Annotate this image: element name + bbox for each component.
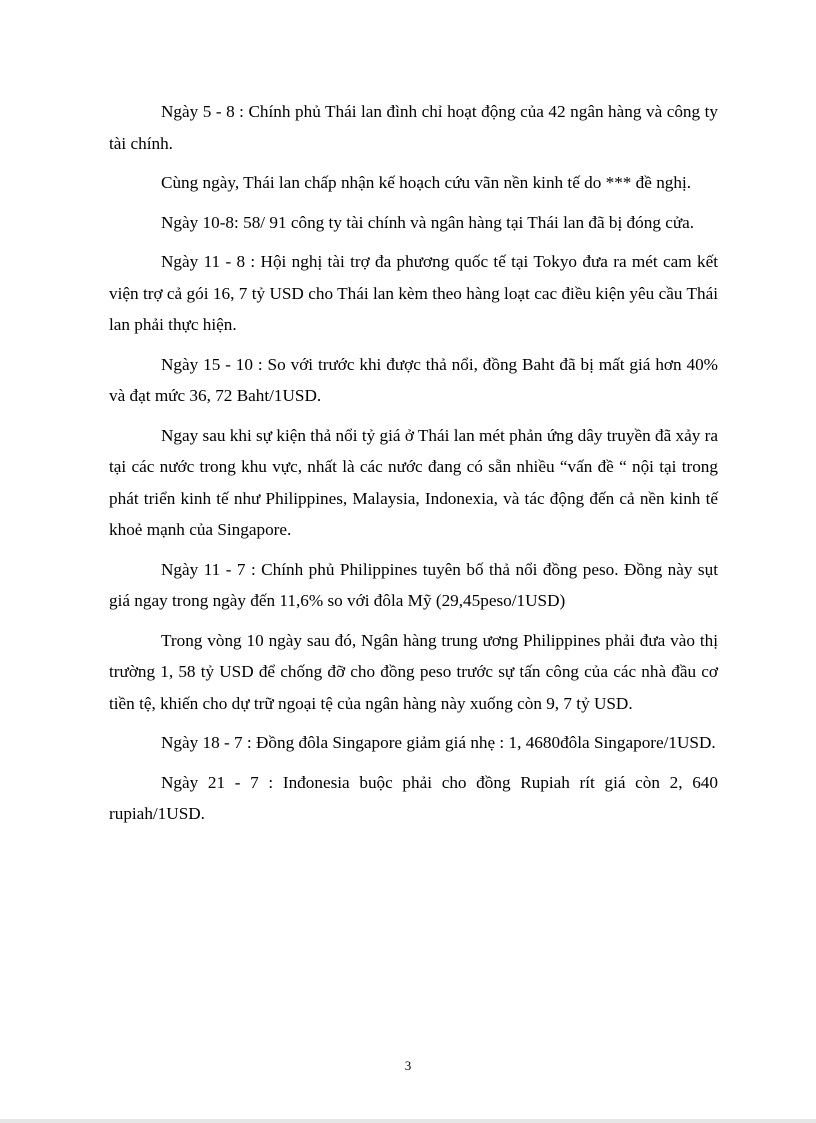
page-number: 3 <box>404 1058 412 1073</box>
paragraph-philippines-peso: Ngày 11 - 7 : Chính phủ Philippines tuyên bố thả nổi đồng peso. Đồng này sụt giá ngay trong ngày đến 11,6% so với đôla Mỹ (29,45peso/1USD) <box>109 559 718 610</box>
paragraph-philippines-reserves: Trong vòng 10 ngày sau đó, Ngân hàng trung ương Philippines phải đưa vào thị trường 1, 58 tỷ USD để chống đỡ cho đồng peso trước sự tấn công của các nhà đầu cơ tiền tệ, khiến cho dự trữ ngoại tệ của ngân hàng này xuống còn 9, 7 tỷ USD. <box>109 630 718 713</box>
paragraph-regional-contagion: Ngay sau khi sự kiện thả nổi tỷ giá ở Thái lan mét phản ứng dây truyền đã xảy ra tại các nước trong khu vực, nhất là các nước đang có sẵn nhiều “vấn đề “ nội tại trong phát triển kinh tế như Philippines, Malaysia, Indonexia, và tác động đến cả nền kinh tế khoẻ mạnh của Singapore. <box>109 425 718 539</box>
paragraph-closures: Ngày 10-8: 58/ 91 công ty tài chính và ngân hàng tại Thái lan đã bị đóng cửa. <box>161 212 695 232</box>
paragraph-baht-devaluation: Ngày 15 - 10 : So với trước khi được thả nổi, đồng Baht đã bị mất giá hơn 40% và đạt mức 36, 72 Baht/1USD. <box>109 354 718 405</box>
paragraph-indonesia-rupiah: Ngày 21 - 7 : Inđonesia buộc phải cho đồng Rupiah rít giá còn 2, 640 rupiah/1USD. <box>109 772 718 823</box>
page-bottom-edge <box>0 1119 816 1123</box>
paragraph-rescue-plan: Cùng ngày, Thái lan chấp nhận kế hoạch cứu vãn nền kinh tế do *** đề nghị. <box>161 173 692 192</box>
page-body <box>109 96 718 838</box>
paragraph-tokyo-aid: Ngày 11 - 8 : Hội nghị tài trợ đa phương quốc tế tại Tokyo đưa ra mét cam kết viện trợ cả gói 16, 7 tỷ USD cho Thái lan kèm theo hàng loạt cac điều kiện yêu cầu Thái lan phải thực hiện. <box>109 252 718 334</box>
paragraph-thailand-bank-suspension: Ngày 5 - 8 : Chính phủ Thái lan đình chỉ hoạt động của 42 ngân hàng và công ty tài chính. <box>109 102 718 153</box>
paragraph-singapore-dollar: Ngày 18 - 7 : Đồng đôla Singapore giảm giá nhẹ : 1, 4680đôla Singapore/1USD. <box>161 733 716 752</box>
